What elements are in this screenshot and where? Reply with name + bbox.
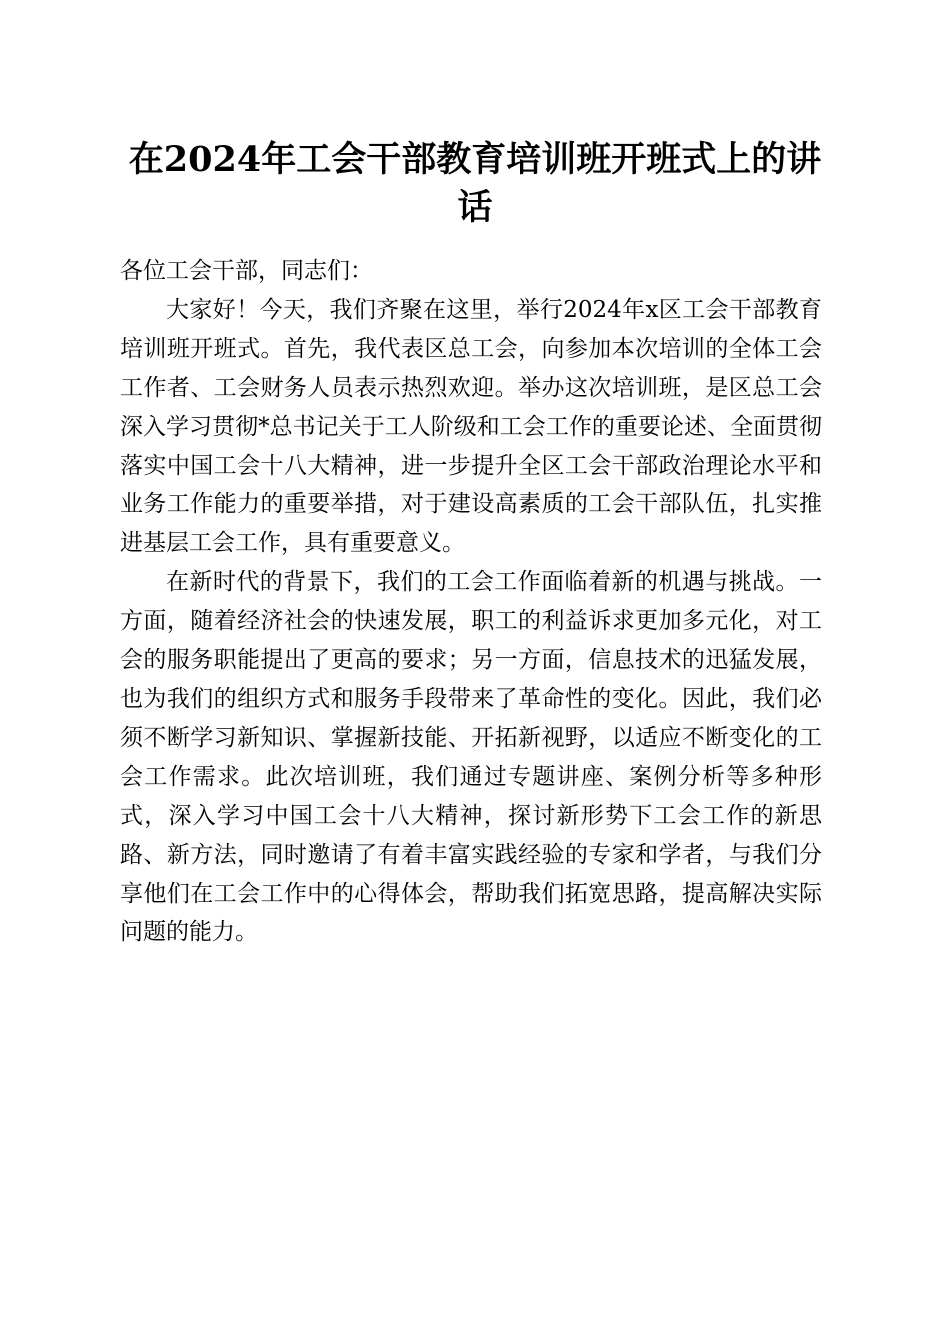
- paragraph-new-era: 在新时代的背景下，我们的工会工作面临着新的机遇与挑战。一方面，随着经济社会的快速发展，职工的利益诉求更加多元化，对工会的服务职能提出了更高的要求；另一方面，信息技术的迅猛发展，也为我们的组织方式和服务手段带来了革命性的变化。因此，我们必须不断学习新知识、掌握新技能、开拓新视野，以适应不断变化的工会工作需求。此次培训班，我们通过专题讲座、案例分析等多种形式，深入学习中国工会十八大精神，探讨新形势下工会工作的新思路、新方法，同时邀请了有着丰富实践经验的专家和学者，与我们分享他们在工会工作中的心得体会，帮助我们拓宽思路，提高解决实际问题的能力。: [120, 569, 822, 946]
- document-title: 在2024年工会干部教育培训班开班式上的讲话: [128, 139, 822, 228]
- paragraph-welcome: 大家好！今天，我们齐聚在这里，举行2024年x区工会干部教育培训班开班式。首先，我代表区总工会，向参加本次培训的全体工会工作者、工会财务人员表示热烈欢迎。举办这次培训班，是区总工会深入学习贯彻*总书记关于工人阶级和工会工作的重要论述、全面贯彻落实中国工会十八大精神，进一步提升全区工会干部政治理论水平和业务工作能力的重要举措，对于建设高素质的工会干部队伍，扎实推进基层工会工作，具有重要意义。: [120, 296, 822, 557]
- document-body: [120, 252, 822, 952]
- salutation: 各位工会干部，同志们：: [120, 258, 373, 284]
